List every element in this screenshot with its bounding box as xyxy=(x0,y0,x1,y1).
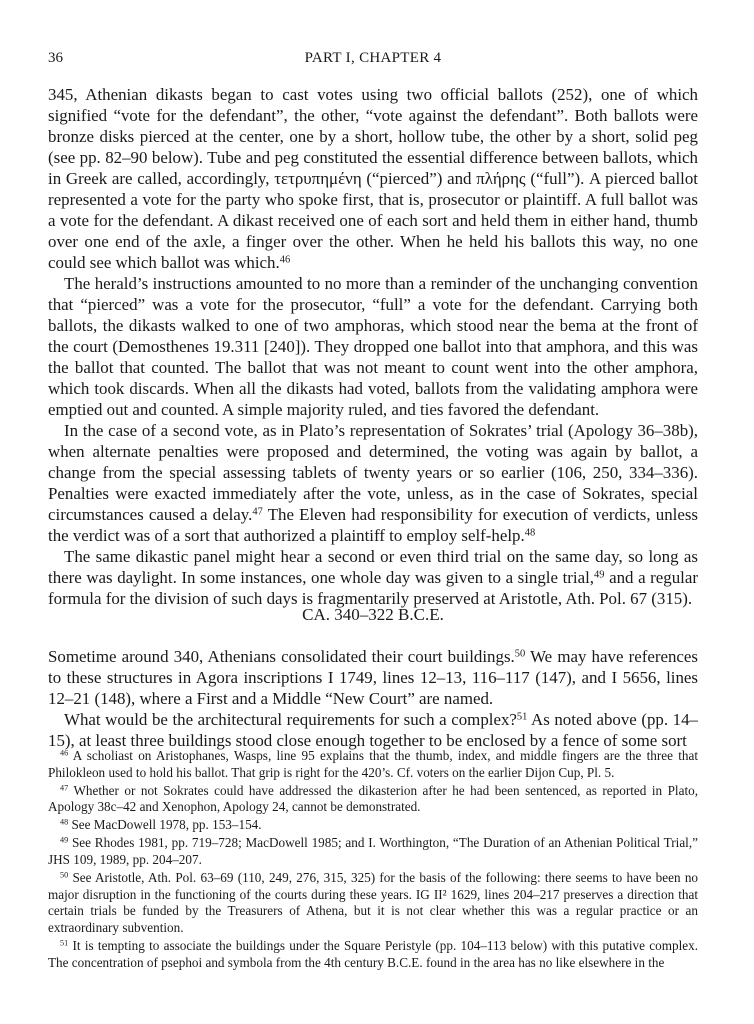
footnote-48: $^{48}$ See MacDowell 1978, pp. 153–154. xyxy=(60,817,262,833)
paragraph-4: The same dikastic panel might hear a second or even third trial on the same day, so long as there was daylight. In some instances, one whole day was given to a single trial,$^{49}$ and a regular formula for the division of such days is fragmentarily preserved at Aristotle, Ath. Pol. 67 (315). xyxy=(48,547,698,608)
footnotes xyxy=(48,748,698,973)
footnote-ref-51[interactable]: 51 xyxy=(516,711,528,723)
page-number: 36 xyxy=(48,50,63,66)
section-paragraph-1: Sometime around 340, Athenians consolidated their court buildings.$^{50}$ We may have references to these structures in Agora inscriptions I 1749, lines 12–13, 116–117 (147), and I 5656, lines 12–21 (148), where a First and a Middle “New Court” are named. xyxy=(48,647,698,708)
section-heading: CA. 340–322 B.C.E. xyxy=(302,605,444,624)
footnote-ref-47[interactable]: 47 xyxy=(252,506,263,518)
footnote-ref-49[interactable]: 49 xyxy=(594,569,605,581)
section-text xyxy=(48,646,698,751)
footnote-number: 47 xyxy=(60,783,69,793)
footnote-number: 48 xyxy=(60,817,69,827)
paragraph-3: In the case of a second vote, as in Plato’s representation of Sokrates’ trial (Apology 36–38b), when alternate penalties were proposed and determined, the voting was again by ballot, a change from the special assessing tablets of twenty years or so earlier (106, 250, 334–336). Penalties were exacted immediately after the vote, unless, as in the case of Sokrates, special circumstances caused a delay.$^{47}$ The Eleven had responsibility for execution of verdicts, unless the verdict was of a sort that authorized a plaintiff to employ self-help.$^{48}$ xyxy=(48,421,698,545)
footnote-47: $^{47}$ Whether or not Sokrates could have addressed the dikasterion after he had been sentenced, as reported in Plato, Apology 38c–42 and Xenophon, Apology 24, cannot be demonstrated. xyxy=(48,782,699,815)
footnote-number: 49 xyxy=(60,835,69,845)
paragraph-2: The herald’s instructions amounted to no more than a reminder of the unchanging convention that “pierced” was a vote for the prosecutor, “full” a vote for the defendant. Carrying both ballots, the dikasts walked to one of two amphoras, which stood near the bema at the front of the court (Demosthenes 19.311 [240]). They dropped one ballot into that amphora, and this was the ballot that counted. The ballot that was not meant to count went into the other amphora, which took discards. When all the dikasts had voted, ballots from the validating amphora were emptied out and counted. A simple majority ruled, and ties favored the defendant. xyxy=(48,274,698,419)
footnote-ref-48[interactable]: 48 xyxy=(524,527,536,539)
footnote-number: 46 xyxy=(60,748,69,758)
footnote-number: 51 xyxy=(60,938,69,948)
running-header xyxy=(48,50,698,70)
main-text xyxy=(48,84,698,609)
footnote-50: $^{50}$ See Aristotle, Ath. Pol. 63–69 (110, 249, 276, 315, 325) for the basis of the following: there seems to have been no major disruption in the functioning of the courts during these years. IG II² 1629, lines 204–217 preserves a direction that certain trials be funded by the Treasurers of Athena, but it is not clear whether this was a regular practice or an extraordinary subvention. xyxy=(48,870,699,935)
footnote-number: 50 xyxy=(60,870,69,880)
paragraph-1: 345, Athenian dikasts began to cast votes using two official ballots (252), one of which signified “vote for the defendant”, the other, “vote against the defendant”. Both ballots were bronze disks pierced at the center, one by a short, hollow tube, the other by a short, solid peg (see pp. 82–90 below). Tube and peg constituted the essential difference between ballots, which in Greek are called, accordingly, τετρυπημένη (“pierced”) and πλήρης (“full”). A pierced ballot represented a vote for the party who spoke first, that is, prosecutor or plaintiff. A full ballot was a vote for the defendant. A dikast received one of each sort and held them in either hand, thumb over one end of the axle, a finger over the other. When he held his ballots this way, no one could see which ballot was which.$^{46}$ xyxy=(48,85,698,272)
footnote-46: $^{46}$ A scholiast on Aristophanes, Wasps, line 95 explains that the thumb, index, and middle fingers are the three that Philokleon used to hold his ballot. That grip is right for the 420’s. Cf. voters on the earlier Dijon Cup, Pl. 5. xyxy=(48,748,698,780)
section-paragraph-2: What would be the architectural requirements for such a complex?$^{51}$ As noted above (pp. 14–15), at least three buildings stood close enough together to be enclosed by a fence of some sort xyxy=(48,710,698,750)
footnote-ref-46[interactable]: 46 xyxy=(279,254,291,266)
running-head-title: PART I, CHAPTER 4 xyxy=(304,50,442,66)
footnote-51: $^{51}$ It is tempting to associate the buildings under the Square Peristyle (pp. 104–113 below) with this putative complex. The concentration of psephoi and symbola from the 4th century B.C.E. found in the area has no like elsewhere in the xyxy=(48,938,698,970)
footnote-49: $^{49}$ See Rhodes 1981, pp. 719–728; MacDowell 1985; and I. Worthington, “The Duration of an Athenian Political Trial,” JHS 109, 1989, pp. 204–207. xyxy=(48,835,698,868)
footnote-ref-50[interactable]: 50 xyxy=(514,648,526,660)
